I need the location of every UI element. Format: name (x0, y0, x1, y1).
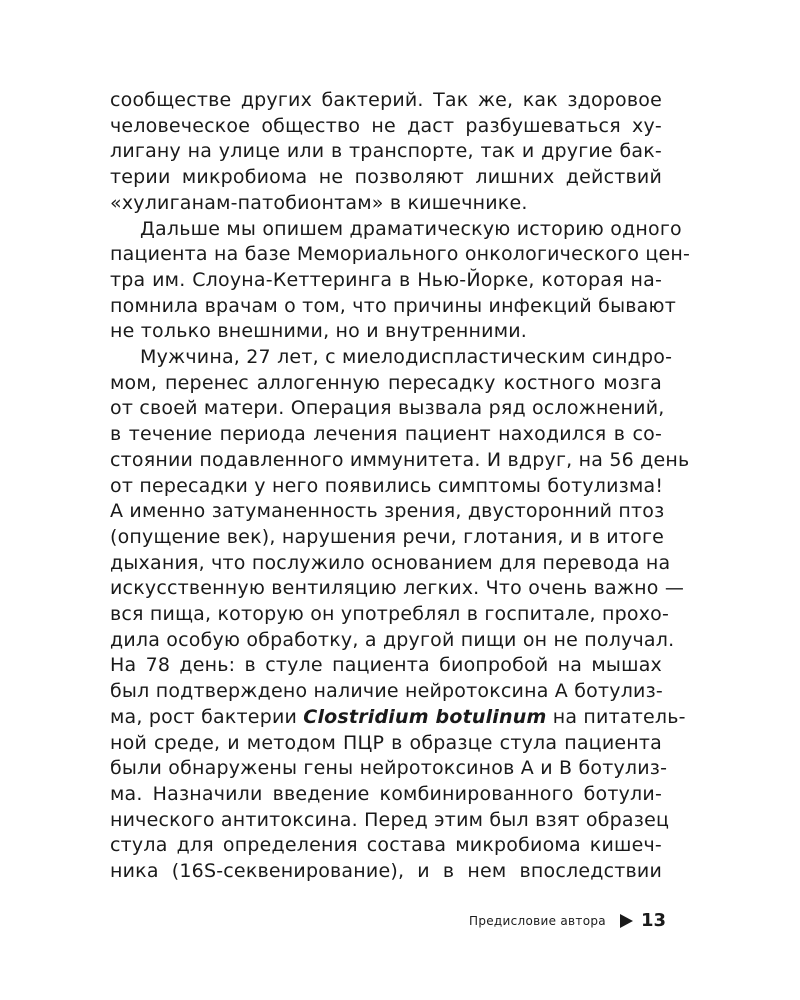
text-line: тра им. Слоуна-Кеттеринга в Нью-Йорке, которая на- (110, 268, 662, 291)
section-title: Предисловие автора (469, 913, 606, 928)
species-name: Clostridium botulinum (303, 705, 547, 728)
text-line: в течение периода лечения пациент находился в со- (110, 423, 662, 446)
page-footer (469, 910, 666, 931)
text-line: лигану на улице или в транспорте, так и другие бак- (110, 140, 662, 163)
text-line: дыхания, что послужило основанием для перевода на (110, 551, 671, 574)
text-line: человеческое общество не даст разбушеваться ху- (110, 114, 662, 137)
text-line: не только внешними, но и внутренними. (110, 320, 528, 343)
text-line: На 78 день: в стуле пациента биопробой на мышах (110, 654, 662, 677)
text-line: помнила врачам о том, что причины инфекций бывают (110, 294, 676, 317)
text-line: искусственную вентиляцию легких. Что очень важно — (110, 577, 685, 600)
paragraph-start-line: Дальше мы опишем драматическую историю одного (140, 217, 682, 240)
text-line: от пересадки у него появились симптомы ботулизма! (110, 474, 664, 497)
text-line: (опущение век), нарушения речи, глотания, и в итоге (110, 525, 665, 548)
text-line: ной среде, и методом ПЦР в образце стула пациента (110, 731, 662, 754)
text-line: пациента на базе Мемориального онкологического цен- (110, 243, 691, 266)
text-line: ника (16S-секвенирование), и в нем впоследствии (110, 860, 662, 883)
body-text (110, 88, 691, 885)
text-line: был подтверждено наличие нейротоксина А ботулиз- (110, 680, 663, 703)
text-line: вся пища, которую он употреблял в госпитале, прохо- (110, 603, 670, 626)
paragraph-start-line: Мужчина, 27 лет, с миелодиспластическим синдро- (140, 346, 673, 369)
text-line: стула для определения состава микробиома кишеч- (110, 834, 662, 857)
text-line: были обнаружены гены нейротоксинов А и В ботулиз- (110, 757, 668, 780)
page-number: 13 (640, 910, 666, 931)
text-line: от своей матери. Операция вызвала ряд осложнений, (110, 397, 665, 420)
text-line: нического антитоксина. Перед этим был взят образец (110, 808, 670, 831)
text-line: терии микробиома не позволяют лишних действий (110, 166, 662, 189)
text-line: сообществе других бактерий. Так же, как здоровое (110, 89, 662, 111)
right-triangle-icon (620, 914, 633, 928)
text-segment: ма, рост бактерии (110, 705, 304, 728)
text-segment: на питатель- (546, 705, 686, 728)
text-line-with-italic (110, 705, 686, 731)
text-line: дила особую обработку, а другой пищи он не получал. (110, 628, 675, 651)
text-line: А именно затуманенность зрения, двусторонний птоз (110, 500, 665, 523)
text-line: «хулиганам-патобионтам» в кишечнике. (110, 191, 528, 214)
text-line: ма. Назначили введение комбинированного ботули- (110, 782, 662, 805)
text-line: мом, перенес аллогенную пересадку костного мозга (110, 371, 662, 394)
text-line: стоянии подавленного иммунитета. И вдруг, на 56 день (110, 448, 690, 471)
